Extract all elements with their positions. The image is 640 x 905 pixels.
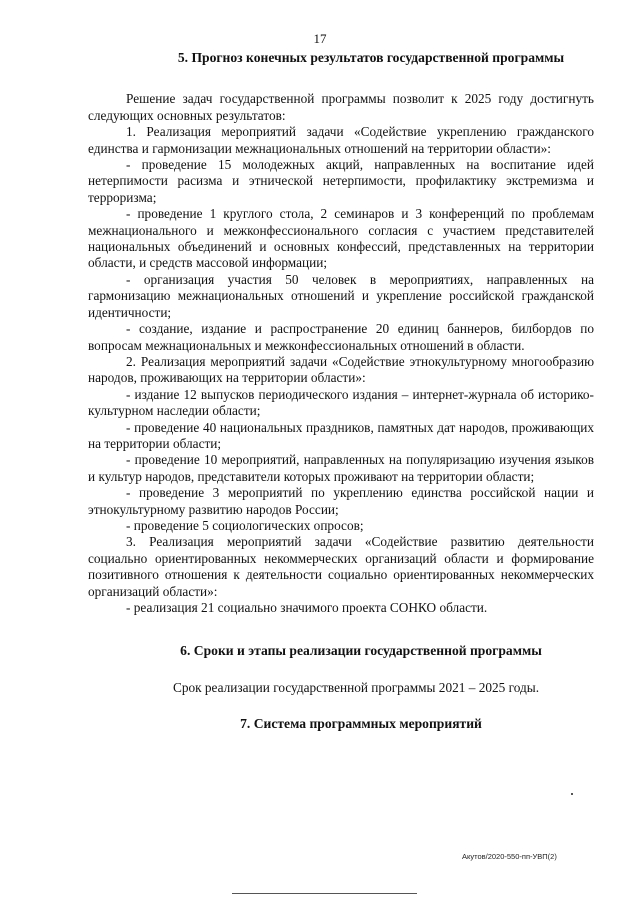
section-5-paragraph: - проведение 15 молодежных акций, направленных на воспитание идей нетерпимости расизма и этнической нетерпимости, профилактику экстремизма и терроризма; <box>88 157 594 205</box>
section-5-paragraph: - создание, издание и распространение 20 единиц баннеров, билбордов по вопросам межнациональных и межконфессиональных отношений в области. <box>88 321 594 353</box>
document-code: Акутов/2020-550-пп-УВП(2) <box>462 852 557 861</box>
section-6-title: 6. Сроки и этапы реализации государственной программы <box>180 643 542 659</box>
section-5-paragraph: - проведение 1 круглого стола, 2 семинаров и 3 конференций по проблемам межнационального и межконфессионального согласия с участием представителей национальных объединений и основных конфессий, представленных на территории области, и средств массовой информации; <box>88 206 594 271</box>
section-5-paragraph: 2. Реализация мероприятий задачи «Содействие этнокультурному многообразию народов, проживающих на территории области»: <box>88 353 594 386</box>
section-5-paragraph: - издание 12 выпусков периодического издания – интернет-журнала об историко-культурном наследии области; <box>88 386 594 419</box>
section-5-title: 5. Прогноз конечных результатов государственной программы <box>177 50 565 65</box>
section-5-paragraph: - реализация 21 социально значимого проекта СОНКО области. <box>126 600 488 615</box>
section-5-paragraph: - проведение 3 мероприятий по укреплению единства российской нации и этнокультурному развитию народов России; <box>88 485 594 517</box>
section-5-paragraph: 3. Реализация мероприятий задачи «Содействие развитию деятельности социально ориентированных некоммерческих организаций области и формирование позитивного отношения к деятельности социально ориентированных некоммерческих организаций области»: <box>88 534 594 599</box>
section-5-paragraph: 1. Реализация мероприятий задачи «Содействие укреплению гражданского единства и гармонизации межнациональных отношений на территории области»: <box>88 124 594 156</box>
section-5-paragraph: - проведение 5 социологических опросов; <box>126 517 364 533</box>
section-5-paragraph: - проведение 40 национальных праздников, памятных дат народов, проживающих на территории области; <box>88 419 594 451</box>
scan-speck <box>571 793 573 795</box>
page-number: 17 <box>313 31 327 46</box>
document-body <box>88 50 594 733</box>
section-5-paragraph: - проведение 10 мероприятий, направленных на популяризацию изучения языков и культур народов, представители которых проживают на территории области; <box>88 452 594 484</box>
section-6-text: Срок реализации государственной программы 2021 – 2025 годы. <box>172 679 540 695</box>
section-5-paragraph: - организация участия 50 человек в мероприятиях, направленных на гармонизацию межнациональных отношений и укрепление российской гражданской идентичности; <box>88 271 594 320</box>
section-5-paragraph: Решение задач государственной программы позволит к 2025 году достигнуть следующих основных результатов: <box>88 91 594 123</box>
footer-divider <box>232 893 417 894</box>
section-7-title: 7. Система программных мероприятий <box>240 716 482 732</box>
